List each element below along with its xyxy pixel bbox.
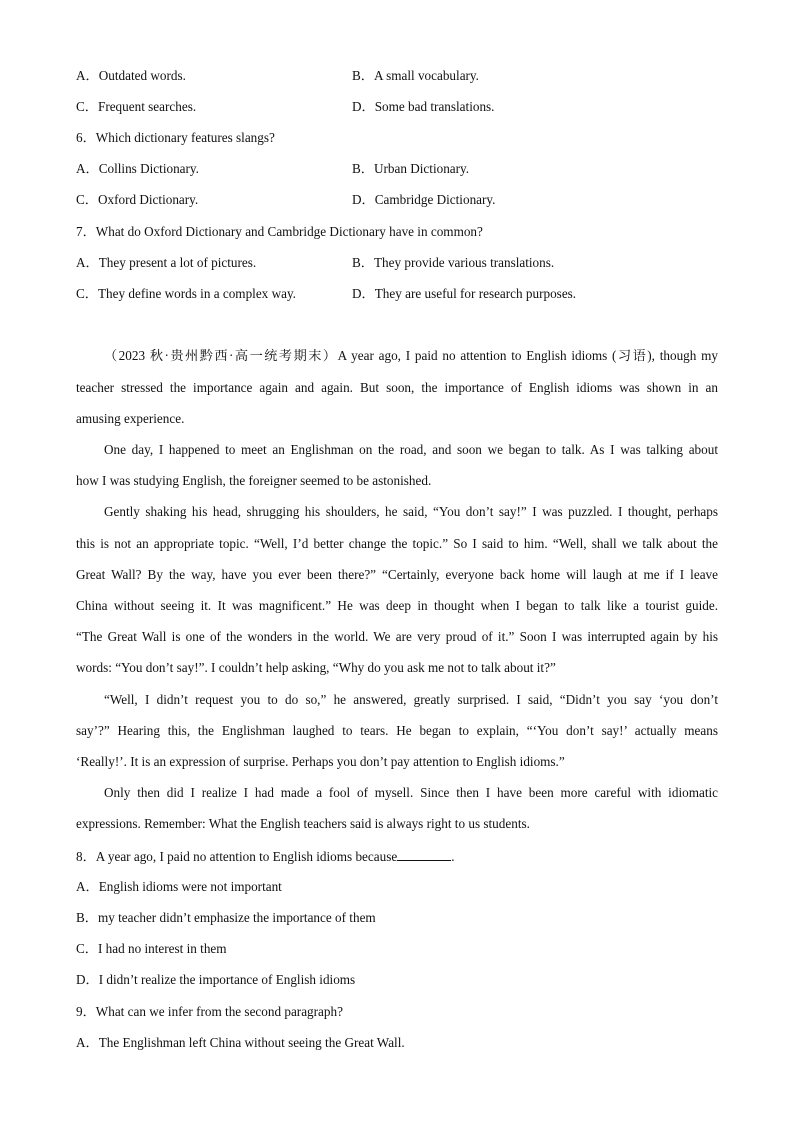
passage-line-15: Only then did I realize I had made a fool of mysell. Since then I have been more careful with idiomatic (104, 785, 718, 800)
passage-line-16: expressions. Remember: What the English teachers said is always right to us students. (76, 816, 530, 831)
q7-option-b[interactable]: B．They provide various translations. (352, 255, 555, 270)
q6-option-d[interactable]: D．Cambridge Dictionary. (352, 192, 496, 207)
q8-option-c[interactable]: C．I had no interest in them (76, 941, 227, 956)
passage-line-3: amusing experience. (76, 411, 185, 426)
q6-option-b[interactable]: B．Urban Dictionary. (352, 161, 470, 176)
passage-line-1: （2023 秋·贵州黔西·高一统考期末）A year ago, I paid no attention to English idioms (习语), though my (104, 348, 718, 363)
q8-option-b[interactable]: B．my teacher didn’t emphasize the importance of them (76, 910, 376, 925)
q7-option-a[interactable]: A．They present a lot of pictures. (76, 255, 257, 270)
q8-option-d[interactable]: D．I didn’t realize the importance of English idioms (76, 972, 356, 987)
q5-option-d[interactable]: D．Some bad translations. (352, 99, 495, 114)
q8-answer-blank[interactable] (397, 846, 451, 861)
q8-stem (76, 846, 455, 866)
q5-option-b[interactable]: B．A small vocabulary. (352, 68, 479, 83)
q8-stem-end: . (451, 849, 455, 864)
q8-stem-text: 8．A year ago, I paid no attention to English idioms because (76, 849, 398, 864)
q6-option-a[interactable]: A．Collins Dictionary. (76, 161, 199, 176)
q8-option-a[interactable]: A．English idioms were not important (76, 879, 282, 894)
passage-line-7: this is not an appropriate topic. “Well, I’d better change the topic.” So I said to him. “Well, shall we talk about the (76, 536, 718, 551)
q6-stem: 6．Which dictionary features slangs? (76, 130, 275, 145)
q7-stem: 7．What do Oxford Dictionary and Cambridge Dictionary have in common? (76, 224, 483, 239)
passage-line-5: how I was studying English, the foreigner seemed to be astonished. (76, 473, 432, 488)
q7-option-d[interactable]: D．They are useful for research purposes. (352, 286, 577, 301)
passage-line-9: China without seeing it. It was magnificent.” He was deep in thought when I began to talk like a tourist guide. (76, 598, 718, 613)
passage-line-11: words: “You don’t say!”. I couldn’t help asking, “Why do you ask me not to talk about it?” (76, 660, 556, 675)
passage-line-8: Great Wall? By the way, have you ever been there?” “Certainly, everyone back home will laugh at me if I leave (76, 567, 718, 582)
q7-option-c[interactable]: C．They define words in a complex way. (76, 286, 296, 301)
passage-line-10: “The Great Wall is one of the wonders in the world. We are very proud of it.” Soon I was interrupted again by his (76, 629, 718, 644)
passage-line-14: ‘Really!’. It is an expression of surprise. Perhaps you don’t pay attention to English idioms.” (76, 754, 565, 769)
passage-line-4: One day, I happened to meet an Englishman on the road, and soon we began to talk. As I was talking about (104, 442, 718, 457)
q6-option-c[interactable]: C．Oxford Dictionary. (76, 192, 199, 207)
passage-line-13: say’?” Hearing this, the Englishman laughed to tears. He began to explain, “‘You don’t say!’ actually means (76, 723, 718, 738)
q5-option-c[interactable]: C．Frequent searches. (76, 99, 197, 114)
passage-line-6: Gently shaking his head, shrugging his shoulders, he said, “You don’t say!” I was puzzled. I thought, perhaps (104, 504, 718, 519)
q5-option-a[interactable]: A．Outdated words. (76, 68, 186, 83)
passage-line-12: “Well, I didn’t request you to do so,” he answered, greatly surprised. I said, “Didn’t you say ‘you don’t (104, 692, 718, 707)
q9-stem: 9．What can we infer from the second paragraph? (76, 1004, 343, 1019)
q9-option-a[interactable]: A．The Englishman left China without seeing the Great Wall. (76, 1035, 405, 1050)
passage-line-2: teacher stressed the importance again and again. But soon, the importance of English idioms was shown in an (76, 380, 718, 395)
